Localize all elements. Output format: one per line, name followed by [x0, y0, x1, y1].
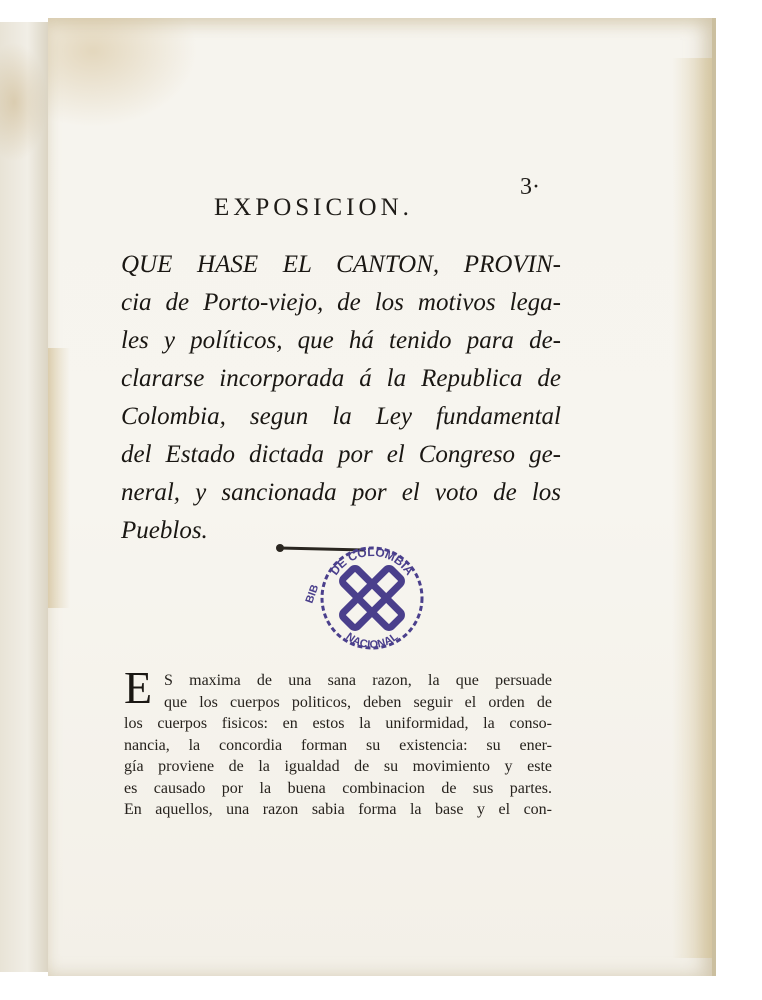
drop-cap: E: [124, 662, 153, 713]
page-edge-stain: [672, 58, 712, 958]
subtitle-line: les y políticos, que há tenido para de-: [121, 327, 561, 354]
subtitle-line: del Estado dictada por el Congreso ge-: [121, 441, 561, 468]
body-line: nancia, la concordia forman su existencia: su ener-: [124, 736, 552, 754]
page-gutter-stain: [48, 348, 70, 608]
stamp-text-bottom: NACIONAL: [343, 630, 401, 652]
body-line: gía proviene de la igualdad de su movimiento y este: [124, 758, 552, 775]
facing-page-edge: [0, 22, 52, 972]
subtitle-line: clararse incorporada á la Republica de: [121, 365, 561, 392]
body-line: En aquellos, una razon sabia forma la base y el con-: [124, 801, 552, 818]
subtitle-line: neral, y sancionada por el voto de los: [121, 479, 561, 506]
subtitle-line: Colombia, segun la Ley fundamental: [121, 403, 561, 430]
subtitle-block: [121, 246, 561, 550]
body-line: los cuerpos fisicos: en estos la uniformidad, la conso-: [124, 715, 552, 732]
body-line: S maxima de una sana razon, la que persuade: [164, 672, 552, 689]
subtitle-line: cia de Porto-viejo, de los motivos lega-: [121, 289, 561, 316]
subtitle-line: Pueblos.: [121, 517, 208, 544]
book-page: [48, 18, 716, 976]
body-line: que los cuerpos politicos, deben seguir el orden de: [164, 693, 552, 711]
page-stain: [48, 18, 198, 128]
subtitle-line: QUE HASE EL CANTON, PROVIN-: [121, 251, 561, 278]
svg-text:NACIONAL: [344, 631, 401, 652]
stamp-text-left: BIB: [303, 583, 322, 606]
body-text: [124, 670, 552, 821]
stamp-text-top: DE COLOMBIA: [327, 544, 417, 578]
page-heading: EXPOSICION.: [214, 194, 413, 221]
page-number: 3·: [520, 174, 540, 200]
body-line: es causado por la buena combinacion de sus partes.: [124, 779, 552, 797]
library-stamp-icon: [272, 526, 442, 661]
